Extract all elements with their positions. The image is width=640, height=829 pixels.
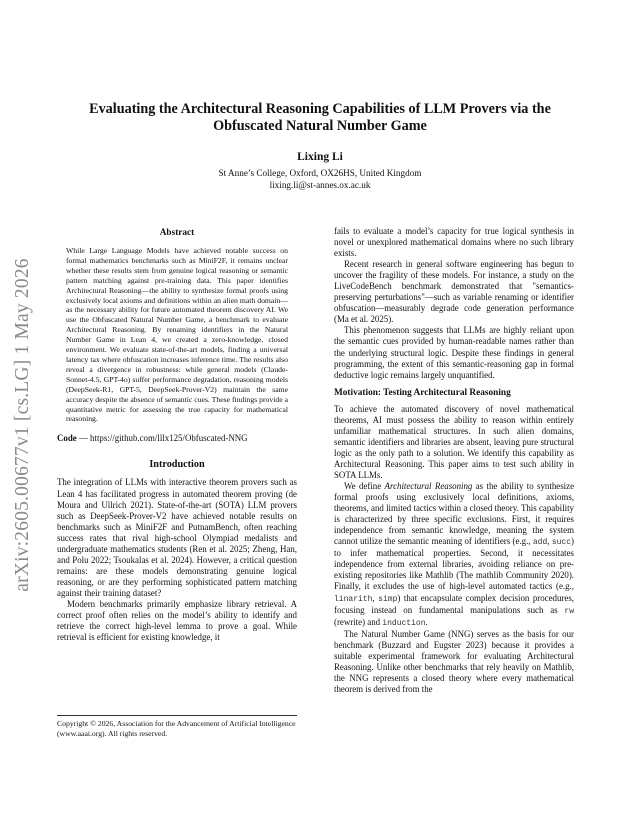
section-heading-introduction: Introduction	[149, 459, 205, 471]
intro-paragraph-2: Modern benchmarks primarily emphasize library retrieval. A correct proof often relies on the model’s ability to identify and retrieve the correct high-level lemma to prove a goal. While retrieval is efficient for existing knowledge, it	[57, 598, 297, 643]
intro-paragraph-1: The integration of LLMs with interactive theorem provers such as Lean 4 has facilitated progress in automated theorem proving (de Moura and Ullrich 2021). State-of-the-art (SOTA) LLM provers such as DeepSeek-Prover-V2 have achieved notable results on benchmarks such as MiniF2F and PutnamBench, often reaching success rates that rival high-school Olympiad medalists and undergraduate mathematics students (Ren et al. 2025; Zheng, Han, and Polu 2022; Tsoukalas et al. 2024). However, a critical question remains: are these models demonstrating genuine logical reasoning, or are they performing sophisticated pattern matching against their training dataset?	[57, 477, 297, 598]
author-name: Lixing Li	[297, 151, 343, 163]
section-heading-motivation: Motivation: Testing Architectural Reasoning	[334, 387, 511, 398]
code-simp: simp	[378, 594, 398, 604]
paper-title: Evaluating the Architectural Reasoning Capabilities of LLM Provers via the Obfuscated Natural Number Game	[89, 101, 551, 134]
emphasis-term: Architectural Reasoning	[384, 481, 473, 492]
affiliation: St Anne’s College, Oxford, OX26HS, United Kingdom	[218, 168, 422, 178]
code-link[interactable]	[57, 433, 297, 444]
right-column	[334, 226, 574, 695]
code-rw: rw	[564, 606, 574, 616]
text-run: .	[425, 616, 428, 627]
motivation-paragraph-1: To achieve the automated discovery of novel mathematical theorems, AI must possess the ability to reason within entirely unfamiliar mathematical structures. In such alien domains, semantic identifiers and libraries are absent, leaving pure structural logic as the only path to a solution. We identify this capability as Architectural Reasoning. This paper aims to test such ability in SOTA LLMs.	[334, 403, 574, 480]
text-run: ,	[547, 536, 552, 547]
text-run: ) that encapsulate complex decision procedures, focusing instead on fundamental manipulations such as	[334, 592, 575, 615]
code-add: add	[532, 538, 548, 548]
text-run: ) to infer mathematical properties. Second, it necessitates independence from external libraries, avoiding reliance on pre-existing repositories like Mathlib (The mathlib Community 2020). Finally, it excludes the use of high-level automated tactics (e.g.,	[334, 536, 574, 592]
right-paragraph-3: This phenomenon suggests that LLMs are highly reliant upon the semantic cues provided by human-readable names rather than the underlying structural logic. Despite these findings in general programming, the extent of this semantic-reasoning gap in formal deductive logic remains largely unquantified.	[334, 325, 574, 380]
author-affiliation	[60, 168, 580, 191]
email: lixing.li@st-annes.ox.ac.uk	[269, 179, 371, 190]
code-induction: induction	[382, 618, 426, 628]
right-paragraph-1: fails to evaluate a model’s capacity for true logical synthesis in novel or unexplored mathematical domains where no such library exists.	[334, 226, 574, 259]
code-linarith: linarith	[334, 594, 373, 604]
text-run: as the ability to synthesize formal proofs using exclusively local definitions, axioms, theorems, and limited tactics within a closed theory. This capability is characterized by three specific exclusions. First, it requires independence from semantic knowledge, meaning the system cannot utilize the semantic meaning of identifiers (e.g.,	[334, 481, 575, 547]
code-url[interactable]: — https://github.com/lllx125/Obfuscated-NNG	[76, 433, 248, 444]
arxiv-sidebar-stamp	[10, 235, 36, 615]
motivation-paragraph-3: The Natural Number Game (NNG) serves as the basis for our benchmark (Buzzard and Eugster 2023) because it provides a suitable experimental framework for evaluating Architectural Reasoning. Unlike other benchmarks that rely heavily on Mathlib, the NNG represents a closed theory where every mathematical theorem is derived from the	[334, 628, 574, 694]
text-run: We define	[344, 481, 385, 492]
text-run: ,	[372, 592, 379, 603]
arxiv-id: arXiv:2605.00677v1 [cs.LG] 1 May 2026	[12, 258, 33, 592]
code-succ: succ	[551, 538, 572, 548]
abstract-heading: Abstract	[159, 228, 195, 238]
code-label: Code	[57, 433, 77, 444]
abstract-text: While Large Language Models have achieved notable success on formal mathematics benchmarks such as MiniF2F, it remains unclear whether these results stem from genuine logical reasoning or semantic pattern matching against pre-training data. This paper identifies Architectural Reasoning—the ability to synthesize formal proofs using exclusively local axioms and definitions within an alien math domain—as the necessary ability for future automated theorem discovery AI. We use the Obfuscated Natural Number Game, a benchmark to evaluate Architectural Reasoning. By renaming identifiers in the Natural Number Game in Lean 4, we created a zero-knowledge, closed environment. We evaluate state-of-the-art models, finding a universal latency tax where obfuscation increases inference time. The results also reveal a divergence in robustness: while general models (Claude-Sonnet-4.5, GPT-4o) suffer performance degradation, reasoning models (DeepSeek-R1, GPT-5, DeepSeek-Prover-V2) maintain the same accuracy despite the absence of semantic cues. These findings provide a quantitative metric for assessing the true capacity for mathematical reasoning.	[66, 246, 288, 424]
copyright-footnote: Copyright © 2026, Association for the Advancement of Artificial Intelligence (www.aaai.org). All rights reserved.	[57, 715, 297, 738]
text-run: (rewrite) and	[334, 616, 383, 627]
right-paragraph-2: Recent research in general software engineering has begun to uncover the fragility of these models. For instance, a study on the LiveCodeBench benchmark demonstrated that "semantics-preserving perturbations"—such as variable renaming or identifier obfuscation—measurably degrade code generation performance (Ma et al. 2025).	[334, 259, 574, 325]
motivation-paragraph-2	[334, 481, 574, 629]
left-column	[57, 224, 297, 643]
